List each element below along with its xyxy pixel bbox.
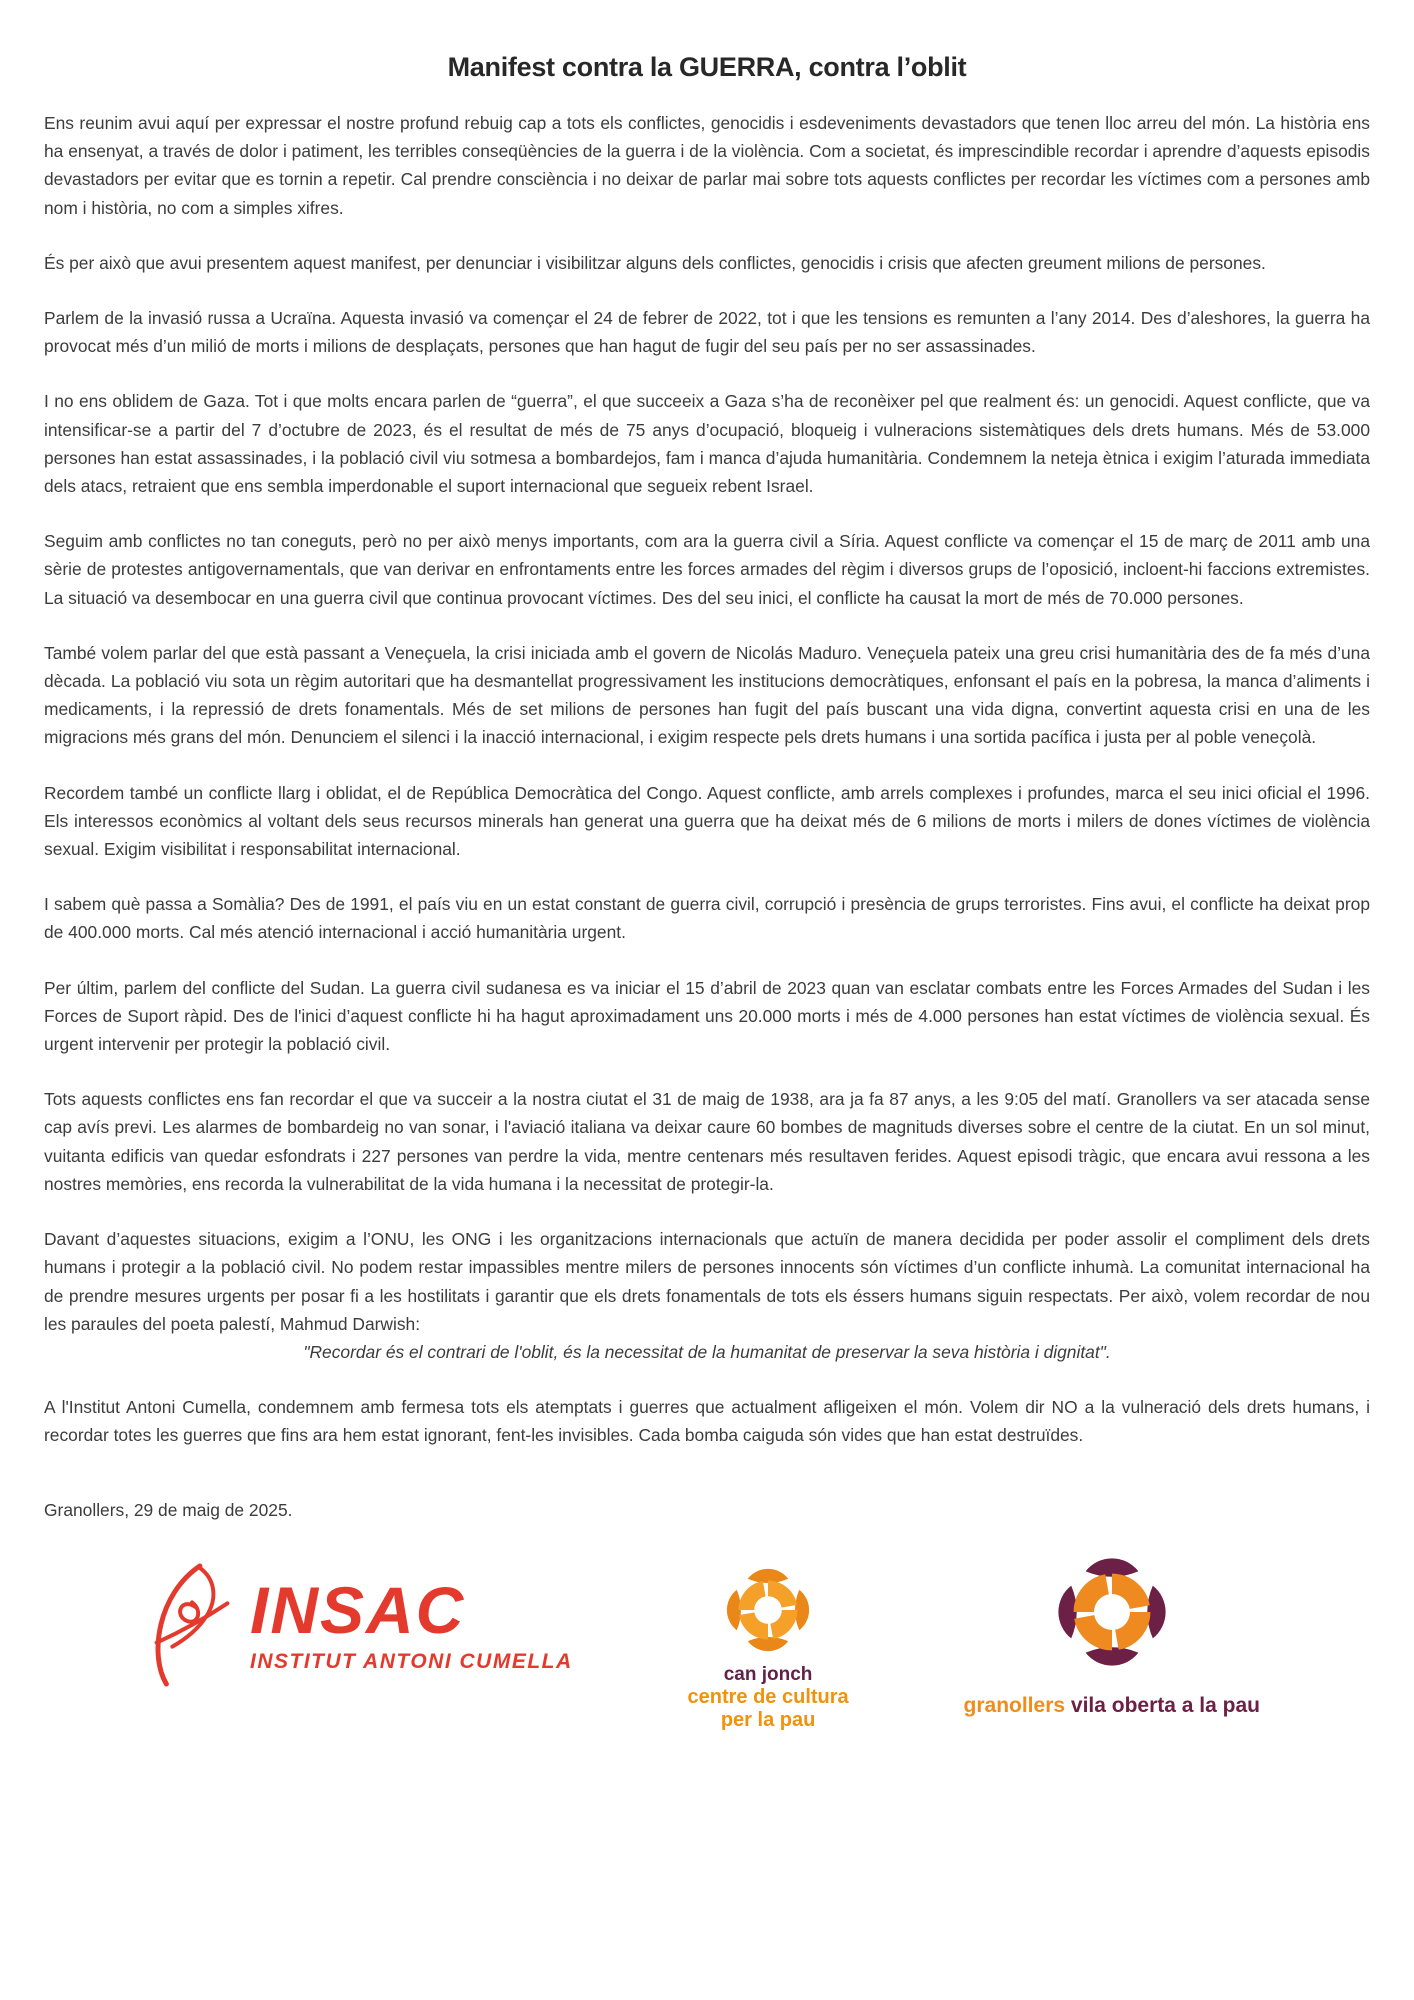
paragraph: Tots aquests conflictes ens fan recordar el que va succeir a la nostra ciutat el 31 de maig de 1938, ara ja fa 87 anys, a les 9:05 del matí. Granollers va ser atacada sense cap avís previ. Les alarmes de bombardeig no van sonar, i l'aviació italiana va deixar caure 60 bombes de magnituds diverses sobre el centre de la ciutat. En un sol minut, vuitanta edificis van quedar esfondrats i 227 persones van perdre la vida, mentre centenars més resultaven ferides. Aquest episodi tràgic, que encara avui ressona a les nostres memòries, ens recorda la vulnerabilitat de la vida humana i la necessitat de protegir-la. — [44, 1089, 1370, 1194]
closing-paragraph: A l'Institut Antoni Cumella, condemnem amb fermesa tots els atemptats i guerres que actualment afligeixen el món. Volem dir NO a la vulneració dels drets humans, i recordar totes les guerres que fins ara hem estat ignorant, fent-les invisibles. Cada bomba caiguda són vides que han estat destruïdes. — [44, 1397, 1370, 1446]
paragraph: I no ens oblidem de Gaza. Tot i que molts encara parlen de “guerra”, el que succeeix a Gaza s’ha de reconèixer pel que realment és: un genocidi. Aquest conflicte, que va intensificar-se a partir del 7 d’octubre de 2023, és el resultat de més de 75 anys d’ocupació, bloqueig i vulneracions sistemàtiques dels drets humans. Més de 53.000 persones han estat assassinades, i la població civil viu sotmesa a bombardejos, fam i manca d’ajuda humanitària. Condemnem la neteja ètnica i exigim l’aturada immediata dels atacs, retraient que ens sembla imperdonable el suport internacional que segueix rebent Israel. — [44, 391, 1370, 497]
canjonch-logo — [688, 1564, 849, 1732]
page-title: Manifest contra la GUERRA, contra l’oblit — [447, 52, 967, 82]
paragraph: Per últim, parlem del conflicte del Sudan. La guerra civil sudanesa es va iniciar el 15 d’abril de 2023 quan van esclatar combats entre les Forces Armades del Sudan i les Forces de Suport ràpid. Des de l'inici d’aquest conflicte hi ha hagut aproximadament uns 20.000 morts i més de 4.000 persones han estat víctimes de violència sexual. És urgent intervenir per protegir la població civil. — [44, 977, 1370, 1055]
paragraph: Davant d’aquestes situacions, exigim a l’ONU, les ONG i les organitzacions internacionals que actuïn de manera decidida per poder assolir el compliment dels drets humans i protegir a la població civil. No podem restar impassibles mentre milers de persones innocents són víctimes d’un conflicte inhumà. La comunitat internacional ha de prendre mesures urgents per posar fi a les hostilitats i garantir que els drets fonamentals de tots els éssers humans siguin respectats. Per això, volem recordar de nou les paraules del poeta palestí, Mahmud Darwish: — [44, 1229, 1370, 1334]
insac-name: INSAC — [250, 1572, 466, 1647]
canjonch-subtitle-line1: centre de cultura — [687, 1685, 849, 1708]
paragraph: És per això que avui presentem aquest manifest, per denunciar i visibilitzar alguns dels conflictes, genocidis i crisis que afecten greument milions de persones. — [44, 252, 1266, 273]
insac-calligraphic-a-icon — [144, 1560, 244, 1688]
paragraph: Ens reunim avui aquí per expressar el nostre profund rebuig cap a tots els conflictes, genocidis i esdeveniments devastadors que tenen lloc arreu del món. La història ens ha ensenyat, a través de dolor i patiment, les terribles conseqüències de la guerra i de la violència. Com a societat, és imprescindible recordar i aprendre d’aquests episodis devastadors per evitar que es tornin a repetir. Cal prendre consciència i no deixar de parlar mai sobre tots aquests conflictes per recordar les víctimes com a persones amb nom i història, no com a simples xifres. — [44, 113, 1370, 218]
paragraph: Seguim amb conflictes no tan coneguts, però no per això menys importants, com ara la guerra civil a Síria. Aquest conflicte va començar el 15 de març de 2011 amb una sèrie de protestes antigovernamentals, que van derivar en enfrontaments entre les forces armades del règim i diversos grups de l’oposició, incloent-hi faccions extremistes. La situació va desembocar en una guerra civil que continua provocant víctimes. Des del seu inici, el conflicte ha causat la mort de més de 70.000 persones. — [44, 531, 1370, 608]
footer-logos — [44, 1552, 1370, 1732]
paragraph: També volem parlar del que està passant a Veneçuela, la crisi iniciada amb el govern de Nicolás Maduro. Veneçuela pateix una greu crisi humanitària des de fa més d’una dècada. La població viu sota un règim autoritari que ha desmantellat progressivament les institucions democràtiques, enfonsant el país en la pobresa, la manca d’aliments i medicaments, i la repressió de drets fonamentals. Més de set milions de persones han fugit del país buscant una vida digna, convertint aquesta crisi en una de les migracions més grans del món. Denunciem el silenci i la inacció internacional, i exigim respecte pels drets humans i una sortida pacífica i justa per al poble veneçolà. — [44, 642, 1370, 748]
insac-subtitle: INSTITUT ANTONI CUMELLA — [250, 1649, 573, 1673]
granollers-word: granollers — [963, 1693, 1066, 1717]
canjonch-title: can jonch — [723, 1663, 813, 1685]
paragraph: Parlem de la invasió russa a Ucraïna. Aquesta invasió va començar el 24 de febrer de 2022, tot i que les tensions es remunten a l’any 2014. Des d’aleshores, la guerra ha provocat més d’un milió de morts i milions de desplaçats, persones que han hagut de fugir del seu país per no ser assassinades. — [44, 308, 1370, 357]
insac-wordmark — [250, 1572, 573, 1674]
canjonch-subtitle-line2: per la pau — [720, 1708, 816, 1731]
paragraph: Recordem també un conflicte llarg i oblidat, el de República Democràtica del Congo. Aquest conflicte, amb arrels complexes i profundes, marca el seu inici oficial el 1996. Els interessos econòmics al voltant dels seus recursos minerals han generat una guerra que ha deixat més de 6 milions de morts i milers de dones víctimes de violència sexual. Exigim visibilitat i responsabilitat internacional. — [44, 782, 1370, 860]
insac-logo — [144, 1560, 573, 1688]
paragraph: I sabem què passa a Somàlia? Des de 1991, el país viu en un estat constant de guerra civil, corrupció i presència de grups terroristes. Fins avui, el conflicte ha deixat prop de 400.000 morts. Cal més atenció internacional i acció humanitària urgent. — [44, 894, 1370, 943]
dateline: Granollers, 29 de maig de 2025. — [44, 1499, 293, 1520]
canjonch-swirl-icon — [722, 1564, 814, 1656]
darwish-quote: "Recordar és el contrari de l'oblit, és la necessitat de la humanitat de preservar la seva història i dignitat". — [303, 1341, 1111, 1362]
granollers-tagline: vila oberta a la pau — [1070, 1693, 1260, 1717]
granollers-logo — [964, 1552, 1260, 1718]
granollers-swirl-icon — [1052, 1552, 1172, 1672]
granollers-caption — [964, 1694, 1260, 1718]
